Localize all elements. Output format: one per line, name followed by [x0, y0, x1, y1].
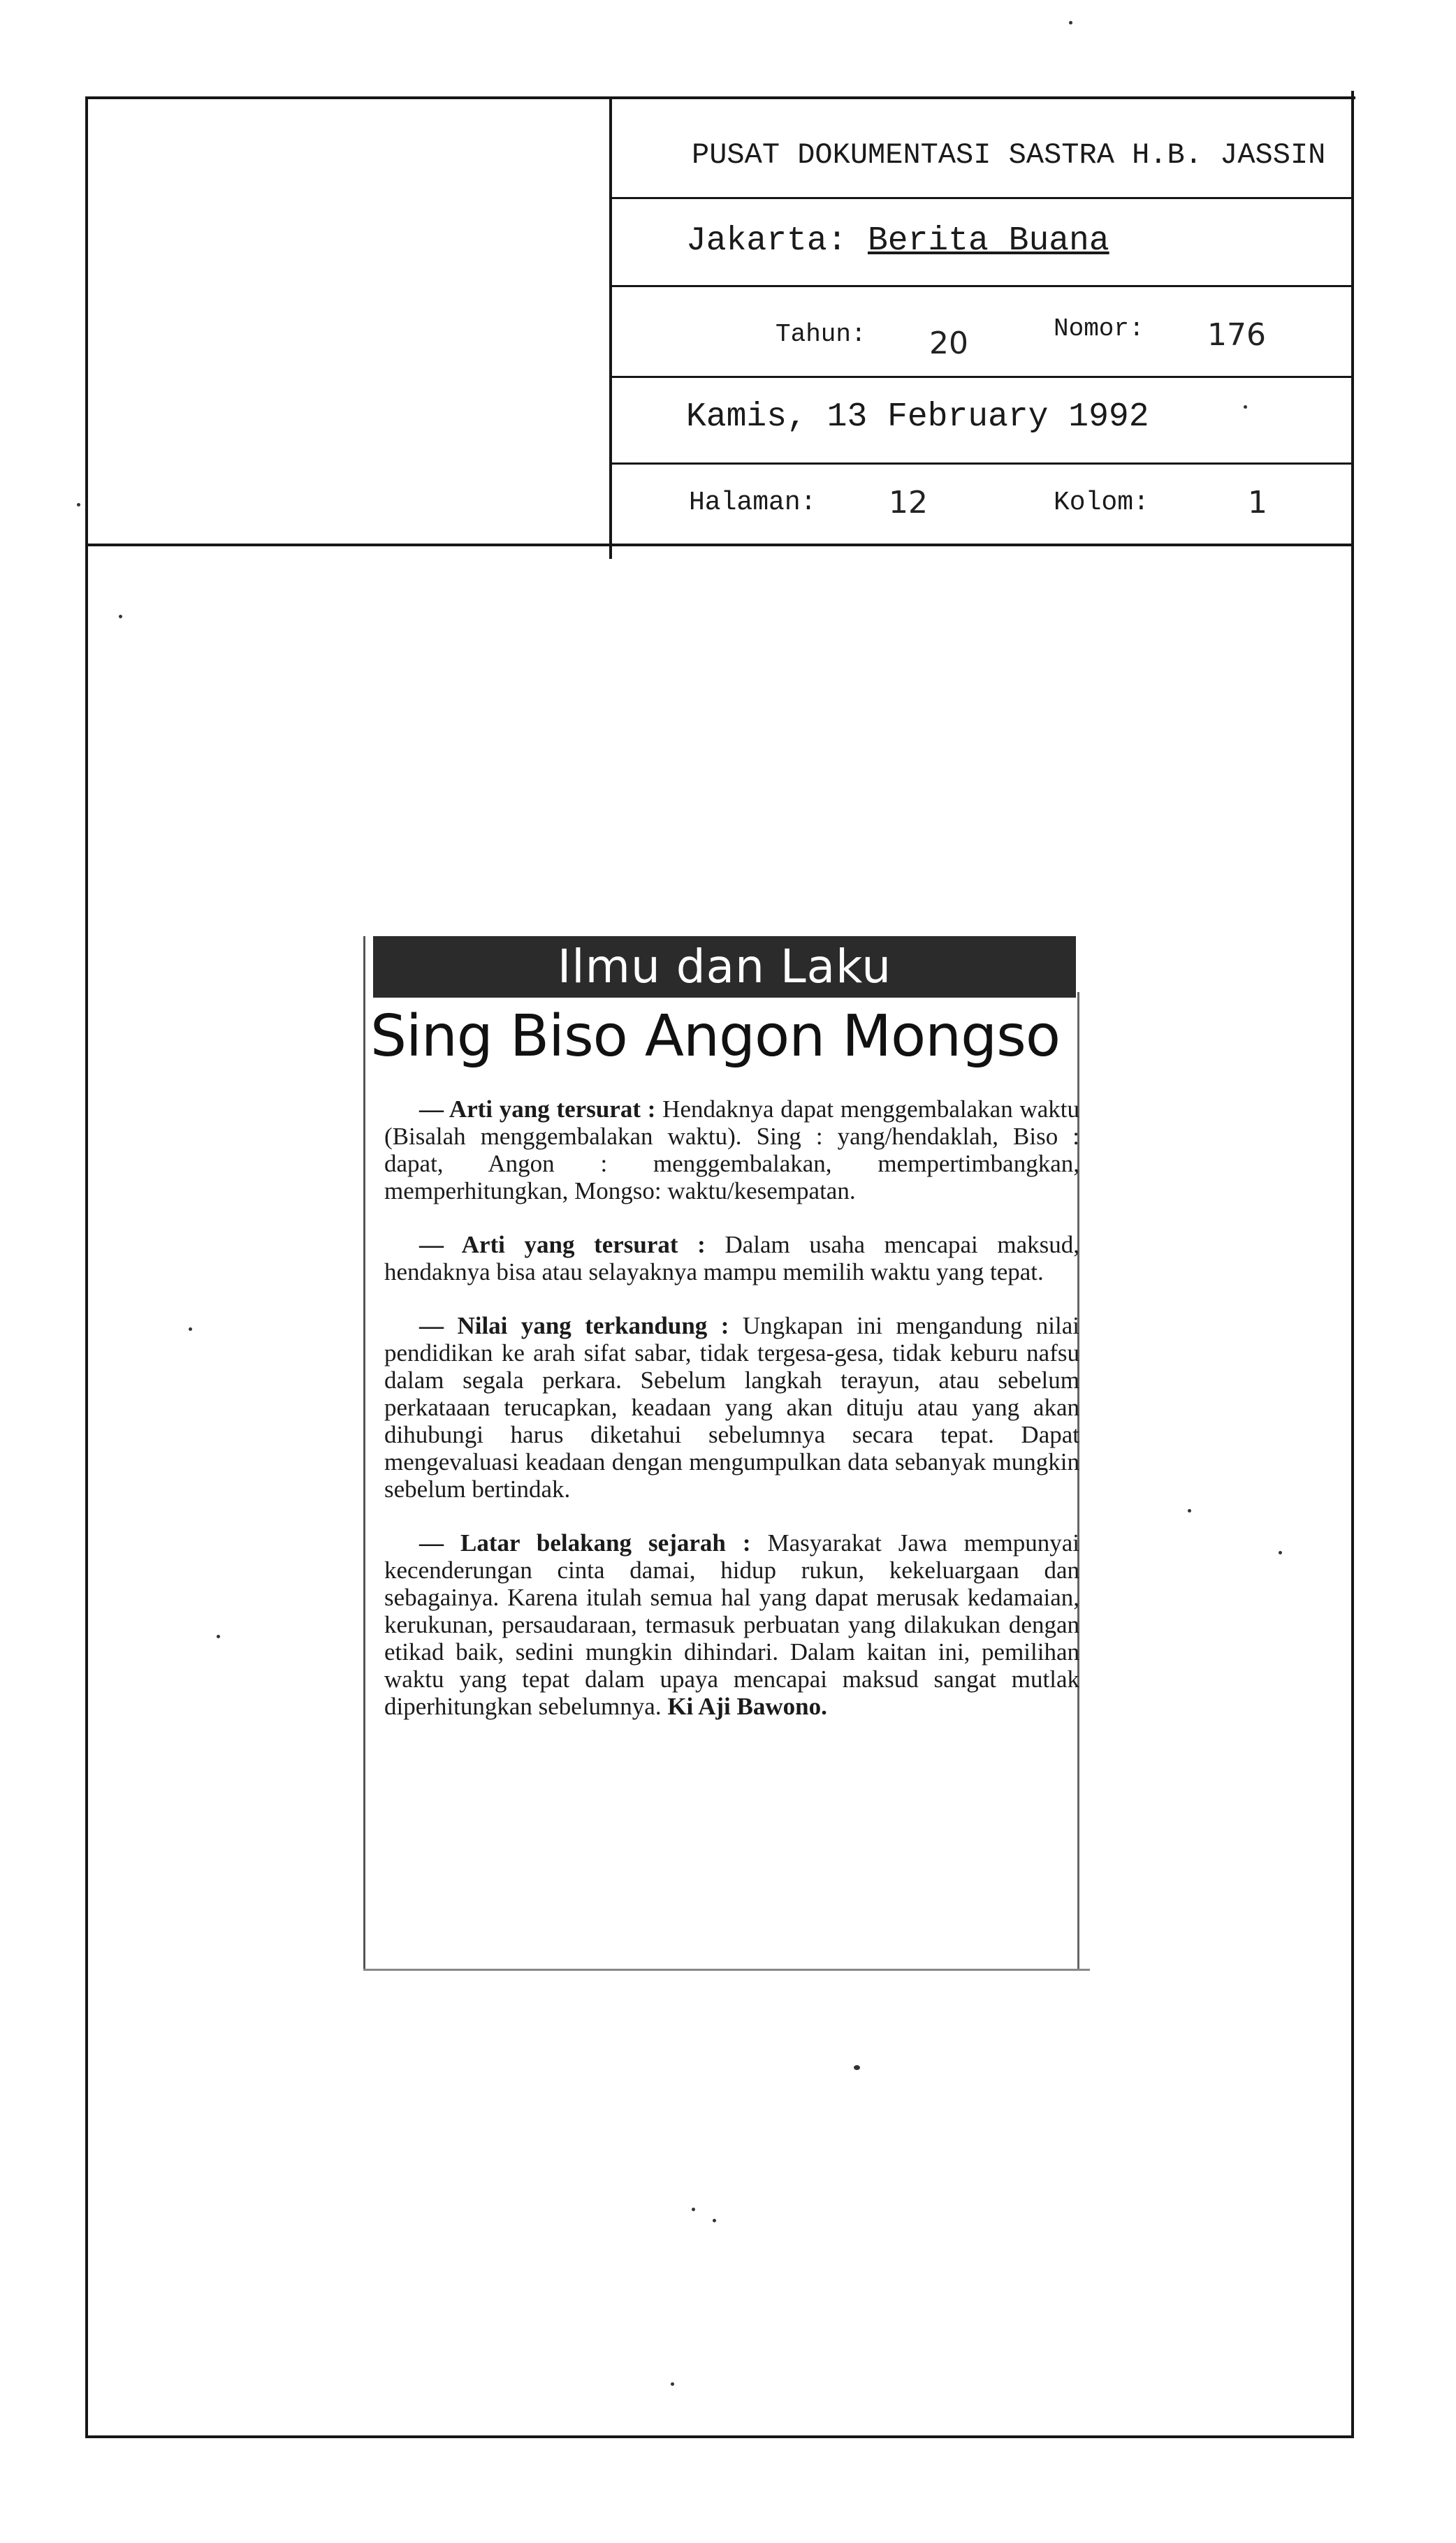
paragraph-text: Masyarakat Jawa mempunyai kecenderungan cinta damai, hidup rukun, kekeluargaan dan sebagainya. Karena itulah semua hal yang dapat merusak kedamaian, kerukunan, persaudaraan, termasuk perbuatan yang dilakukan dengan etikad baik, sedini mungkin dihindari. Dalam kaitan ini, pemilihan waktu yang tepat dalam upaya mencapai maksud sangat mutlak diperhitungkan sebelumnya.	[384, 1529, 1079, 1720]
header-row-line-4	[609, 462, 1354, 465]
nomor-value: 176	[1207, 317, 1266, 353]
header-row-line-1	[609, 197, 1354, 199]
article-paragraph	[384, 1231, 1079, 1285]
kolom-value: 1	[1248, 485, 1267, 520]
article-body	[384, 1095, 1079, 1747]
scan-speck	[671, 2382, 674, 2386]
halaman-label: Halaman:	[689, 488, 817, 518]
rubric-banner: Ilmu dan Laku	[373, 936, 1076, 998]
halaman-value: 12	[889, 485, 928, 520]
scan-speck	[713, 2219, 716, 2222]
date-text: Kamis, 13 February 1992	[686, 398, 1149, 436]
city-label: Jakarta:	[686, 222, 847, 260]
scan-speck	[1279, 1551, 1282, 1554]
newspaper-name: Berita Buana	[868, 222, 1109, 260]
scan-speck	[692, 2208, 695, 2211]
paragraph-lead: — Arti yang tersurat :	[419, 1095, 656, 1123]
header-row-line-2	[609, 285, 1354, 287]
article-title: Sing Biso Angon Mongso	[370, 1003, 1061, 1070]
nomor-label: Nomor:	[1054, 314, 1144, 343]
left-tab-line	[85, 105, 88, 203]
scan-speck	[189, 1327, 192, 1331]
frame-top-line	[85, 96, 1355, 99]
scan-speck	[119, 615, 122, 618]
newspaper-clipping	[363, 936, 1090, 1970]
frame-bottom-line	[85, 2435, 1354, 2438]
header-row-line-3	[609, 376, 1354, 378]
paragraph-lead: — Arti yang tersurat :	[419, 1231, 706, 1258]
header-bottom-line	[85, 544, 1354, 546]
clipping-left-rule	[363, 936, 365, 1970]
scan-speck	[1069, 21, 1072, 24]
scan-speck	[854, 2065, 860, 2070]
paragraph-text: Ungkapan ini mengandung nilai pendidikan ke arah sifat sabar, tidak tergesa-gesa, tidak keburu nafsu dalam segala perkara. Sebelum langkah terayun, atau sebelum perkataaan terucapkan, keadaan yang akan dituju atau yang akan dihubungi harus diketahui sebelumnya secara tepat. Dapat mengevaluasi keadaan dengan mengumpulkan data sebanyak mungkin sebelum bertindak.	[384, 1312, 1080, 1503]
article-author: Ki Aji Bawono.	[667, 1693, 827, 1720]
clipping-bottom-rule	[363, 1969, 1090, 1971]
scan-speck	[217, 1635, 220, 1638]
archive-name: PUSAT DOKUMENTASI SASTRA H.B. JASSIN	[692, 138, 1326, 172]
paragraph-lead: — Nilai yang terkandung :	[419, 1312, 729, 1339]
scan-speck	[1188, 1509, 1191, 1513]
paragraph-lead: — Latar belakang sejarah :	[419, 1529, 751, 1557]
article-paragraph	[384, 1095, 1079, 1204]
kolom-label: Kolom:	[1054, 488, 1149, 518]
tahun-value: 20	[929, 326, 968, 361]
header-divider-vertical	[609, 98, 612, 559]
frame-left-line	[85, 96, 88, 2437]
scan-speck	[1244, 405, 1247, 409]
tahun-label: Tahun:	[776, 320, 866, 349]
paragraph-text: Dalam usaha mencapai maksud, hendaknya bisa atau selayaknya mampu memilih waktu yang tepat.	[384, 1231, 1079, 1285]
article-paragraph	[384, 1529, 1079, 1720]
article-paragraph	[384, 1312, 1079, 1503]
paragraph-text: Hendaknya dapat menggembalakan waktu (Bisalah menggembalakan waktu). Sing : yang/hendaklah, Biso : dapat, Angon : menggembalakan, mempertimbangkan, memperhitungkan, Mongso: waktu/kesempatan.	[384, 1095, 1079, 1204]
scan-speck	[77, 503, 80, 507]
frame-right-line	[1351, 91, 1354, 2438]
